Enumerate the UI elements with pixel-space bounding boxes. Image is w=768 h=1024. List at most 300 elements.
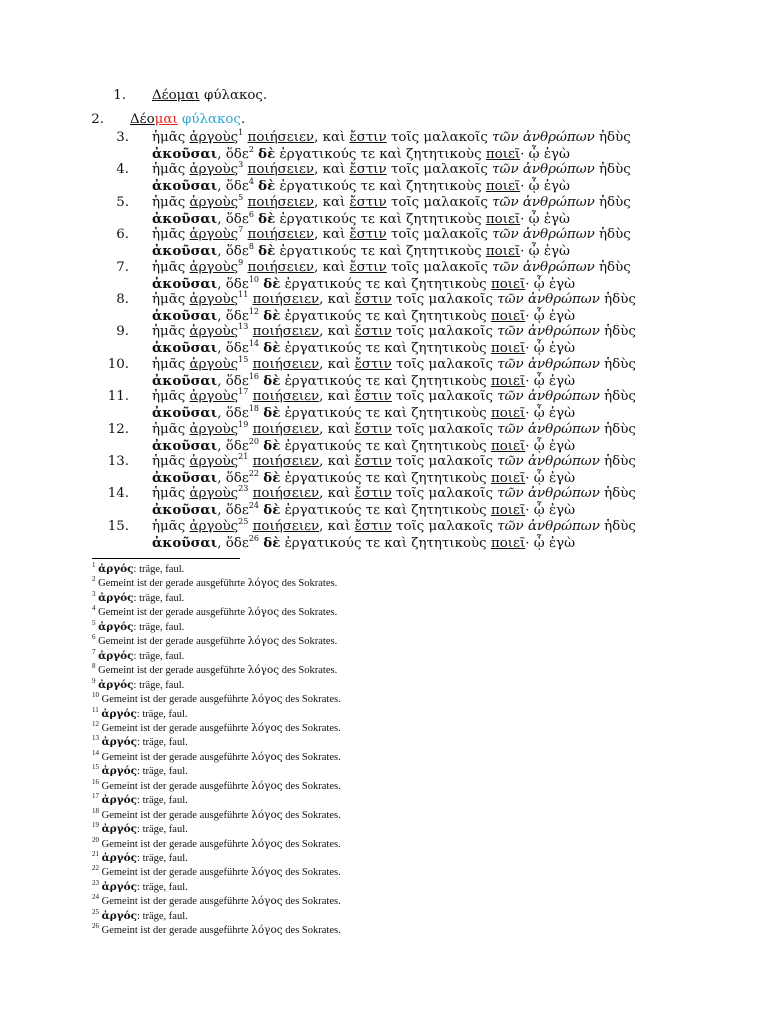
- footnote-greek: λόγος: [247, 606, 280, 618]
- list-item-line-1: [152, 127, 631, 146]
- bold-word: δὲ: [263, 373, 281, 389]
- bold-word: δὲ: [263, 502, 281, 518]
- footnote: [92, 822, 188, 837]
- word: ἐργατικούς τε καὶ ζητητικοὺς: [279, 244, 482, 259]
- underlined-word: ποιήσειεν: [252, 422, 320, 437]
- underlined-word: ποιήσειεν: [247, 162, 315, 177]
- footnote-number: 11: [92, 705, 99, 714]
- footnote: [92, 735, 188, 750]
- footnote-greek: λόγος: [251, 751, 283, 763]
- list-number: 10.: [107, 357, 129, 372]
- list-item-line-1: [152, 354, 636, 373]
- word: ἡμᾶς: [152, 227, 186, 242]
- italic-phrase: τῶν ἀνθρώπων: [492, 162, 595, 177]
- footnote-text: : träge, faul.: [137, 737, 188, 748]
- period: .: [240, 112, 246, 127]
- footnote-number: 24: [92, 892, 99, 901]
- footnote-ref[interactable]: 16: [248, 371, 259, 381]
- bold-word: δὲ: [258, 178, 276, 194]
- footnote-term: ἀργός: [101, 910, 138, 922]
- word: ἐργατικούς τε καὶ ζητητικοὺς: [284, 471, 487, 486]
- footnote-number: 18: [92, 806, 99, 815]
- underlined-word: ποιήσειεν: [252, 519, 320, 534]
- bold-word: ἀκοῦσαι: [152, 243, 218, 259]
- word: , καὶ: [319, 357, 351, 372]
- bold-word: δὲ: [263, 340, 281, 356]
- word: , καὶ: [319, 454, 351, 469]
- underlined-word: ποιεῖ: [490, 309, 526, 324]
- word: τοῖς μαλακοῖς: [396, 324, 493, 339]
- footnote-text: des Sokrates.: [285, 752, 341, 763]
- list-number: 3.: [116, 130, 129, 145]
- word: , ὅδε: [217, 406, 249, 421]
- list-item-line-1: [152, 483, 636, 502]
- footnote-text: : träge, faul.: [133, 622, 185, 633]
- underlined-word: ποιεῖ: [490, 406, 526, 421]
- list-number: 9.: [116, 324, 129, 339]
- footnote-text: des Sokrates.: [285, 896, 341, 907]
- word: ἡμᾶς: [152, 162, 186, 177]
- word: τοῖς μαλακοῖς: [390, 195, 488, 210]
- footnote-term: ἀργός: [98, 650, 134, 662]
- underlined-word: ποιήσειεν: [247, 227, 315, 242]
- word: , καὶ: [319, 324, 351, 339]
- word: , ὅδε: [217, 439, 249, 454]
- list-item-line-2: [152, 178, 570, 195]
- list-number: 13.: [107, 454, 129, 469]
- underlined-word: ποιεῖ: [490, 374, 526, 389]
- footnote-text: des Sokrates.: [285, 810, 341, 821]
- footnote-text: : träge, faul.: [137, 766, 188, 777]
- underlined-word: ἔστιν: [354, 357, 392, 372]
- list-item-line-1: [152, 257, 631, 276]
- list-item-line-1: [152, 289, 636, 308]
- footnote-number: 10: [92, 690, 99, 699]
- underlined-word: ποιήσειεν: [252, 454, 320, 469]
- underlined-word: ἔστιν: [349, 195, 387, 210]
- footnote-ref[interactable]: 26: [248, 533, 259, 543]
- italic-phrase: τῶν ἀνθρώπων: [497, 389, 600, 404]
- footnote-term: ἀργός: [101, 708, 137, 720]
- footnote-ref[interactable]: 7: [238, 224, 244, 234]
- word: , ὅδε: [217, 374, 249, 389]
- word: ἐργατικούς τε καὶ ζητητικοὺς: [284, 406, 487, 421]
- word: · ᾧ ἐγὼ: [525, 309, 576, 324]
- list-item-line-1: [152, 386, 636, 405]
- footnote-ref[interactable]: 20: [248, 436, 259, 446]
- word: , καὶ: [319, 422, 351, 437]
- footnote-ref[interactable]: 23: [238, 483, 249, 493]
- footnote-number: 6: [92, 632, 96, 641]
- list-number-2: 2.: [91, 112, 104, 127]
- word: ἡμᾶς: [152, 324, 186, 339]
- word: , ὅδε: [217, 309, 249, 324]
- word: · ᾧ ἐγὼ: [525, 503, 576, 518]
- bold-word: δὲ: [263, 535, 281, 551]
- list-item-line-2: [152, 502, 575, 519]
- footnote-number: 4: [92, 603, 96, 612]
- list-number: 15.: [107, 519, 129, 534]
- word: ἐργατικούς τε καὶ ζητητικοὺς: [284, 536, 487, 551]
- footnote-ref[interactable]: 13: [238, 321, 249, 331]
- footnote-number: 20: [92, 835, 99, 844]
- word: τοῖς μαλακοῖς: [390, 260, 488, 275]
- word: ἡμᾶς: [152, 454, 186, 469]
- footnote-ref[interactable]: 14: [248, 338, 259, 348]
- word: ἡδὺς: [604, 519, 636, 534]
- footnote: [92, 894, 341, 909]
- footnote-number: 16: [92, 777, 99, 786]
- footnote-greek: λόγος: [251, 924, 283, 936]
- footnote-ref[interactable]: 19: [238, 419, 249, 429]
- list-item-line-2: [152, 211, 570, 228]
- word: τοῖς μαλακοῖς: [396, 389, 493, 404]
- footnote-text: Gemeint ist der gerade ausgeführte: [101, 867, 249, 878]
- footnote: [92, 576, 337, 591]
- word: τοῖς μαλακοῖς: [390, 162, 488, 177]
- word: ἡμᾶς: [152, 195, 186, 210]
- word: ἡμᾶς: [152, 292, 186, 307]
- footnote-number: 2: [92, 574, 96, 583]
- italic-phrase: τῶν ἀνθρώπων: [492, 130, 595, 145]
- list-item-line-1: [152, 451, 636, 470]
- list-item-line-2: [152, 405, 575, 422]
- underlined-word: ἔστιν: [354, 389, 392, 404]
- footnote-ref[interactable]: 10: [248, 274, 259, 284]
- list-number: 5.: [116, 195, 129, 210]
- word: ἐργατικούς τε καὶ ζητητικοὺς: [284, 439, 487, 454]
- footnote-text: : träge, faul.: [133, 680, 185, 691]
- list-item-line-1: [152, 192, 631, 211]
- word: , καὶ: [314, 162, 346, 177]
- list-item-line-2: [152, 340, 575, 357]
- footnote-ref[interactable]: 5: [238, 192, 244, 202]
- underlined-word: ποιήσειεν: [252, 357, 320, 372]
- word: ἐργατικούς τε καὶ ζητητικοὺς: [284, 374, 487, 389]
- footnote-number: 22: [92, 863, 99, 872]
- footnote-ref[interactable]: 9: [238, 257, 244, 267]
- underlined-word: ποιεῖ: [490, 277, 526, 292]
- word-part: Δέο: [130, 112, 155, 127]
- list-item-line-2: [152, 308, 575, 325]
- list-item-1: [152, 88, 267, 104]
- footnote-text: Gemeint ist der gerade ausgeführte: [101, 781, 249, 792]
- italic-phrase: τῶν ἀνθρώπων: [497, 357, 600, 372]
- word: ἡδὺς: [604, 454, 636, 469]
- underlined-word: ἀργοὺς: [189, 195, 239, 210]
- bold-word: δὲ: [263, 405, 281, 421]
- word: ἐργατικούς τε καὶ ζητητικοὺς: [284, 309, 487, 324]
- footnote-text: : träge, faul.: [133, 564, 185, 575]
- footnote-text: des Sokrates.: [285, 781, 341, 792]
- word: ἐργατικούς τε καὶ ζητητικοὺς: [284, 277, 487, 292]
- footnote-number: 13: [92, 733, 99, 742]
- footnote-number: 25: [92, 907, 99, 916]
- footnote-text: des Sokrates.: [281, 665, 338, 676]
- underlined-word: ποιήσειεν: [252, 324, 320, 339]
- footnote-greek: λόγος: [251, 866, 283, 878]
- footnote-term: ἀργός: [101, 881, 138, 893]
- word: · ᾧ ἐγὼ: [525, 536, 576, 551]
- underlined-word: ποιεῖ: [485, 179, 521, 194]
- word: · ᾧ ἐγὼ: [525, 439, 576, 454]
- footnote-term: ἀργός: [101, 823, 138, 835]
- italic-phrase: τῶν ἀνθρώπων: [497, 292, 600, 307]
- list-number-1: 1.: [113, 88, 126, 103]
- underlined-word: ἔστιν: [354, 324, 392, 339]
- word: τοῖς μαλακοῖς: [396, 454, 493, 469]
- word: , ὅδε: [217, 536, 249, 551]
- word: · ᾧ ἐγὼ: [525, 406, 576, 421]
- list-item-line-2: [152, 146, 570, 163]
- word: ἡμᾶς: [152, 519, 186, 534]
- word: ἐργατικούς τε καὶ ζητητικοὺς: [284, 341, 487, 356]
- footnote-text: Gemeint ist der gerade ausgeführte: [98, 607, 246, 618]
- list-number: 12.: [107, 422, 129, 437]
- word: ἡμᾶς: [152, 389, 186, 404]
- underlined-word: ἔστιν: [349, 227, 387, 242]
- italic-phrase: τῶν ἀνθρώπων: [497, 422, 600, 437]
- footnote-ref[interactable]: 4: [248, 176, 254, 186]
- footnote-greek: λόγος: [251, 809, 283, 821]
- word: ἐργατικούς τε καὶ ζητητικοὺς: [279, 212, 482, 227]
- italic-phrase: τῶν ἀνθρώπων: [497, 486, 600, 501]
- footnote-ref[interactable]: 17: [238, 386, 249, 396]
- footnote-term: ἀργός: [98, 621, 134, 633]
- underlined-word: ἀργοὺς: [189, 357, 239, 372]
- footnote-number: 9: [92, 676, 96, 685]
- footnote-text: des Sokrates.: [281, 636, 338, 647]
- underlined-word: ποιήσειεν: [247, 260, 315, 275]
- footnote-number: 5: [92, 618, 96, 627]
- underlined-word: ποιήσειεν: [247, 195, 315, 210]
- italic-phrase: τῶν ἀνθρώπων: [497, 454, 600, 469]
- word: ἐργατικούς τε καὶ ζητητικοὺς: [284, 503, 487, 518]
- underlined-word: ἀργοὺς: [189, 260, 239, 275]
- word: τοῖς μαλακοῖς: [396, 357, 493, 372]
- word: · ᾧ ἐγὼ: [525, 341, 576, 356]
- footnote: [92, 605, 337, 620]
- footnote-ref[interactable]: 11: [238, 289, 249, 299]
- footnote: [92, 764, 188, 779]
- footnote-number: 21: [92, 849, 99, 858]
- word-blue: φύλακος: [181, 112, 241, 127]
- word-part-red: μαι: [154, 112, 178, 127]
- footnote-text: des Sokrates.: [285, 839, 341, 850]
- underlined-word: ποιεῖ: [485, 212, 521, 227]
- bold-word: δὲ: [258, 211, 276, 227]
- underlined-word: ποιεῖ: [490, 536, 526, 551]
- word: ἡμᾶς: [152, 357, 186, 372]
- list-number: 11.: [107, 389, 129, 404]
- word: τοῖς μαλακοῖς: [396, 519, 493, 534]
- word: ἡμᾶς: [152, 130, 186, 145]
- word: ἐργατικούς τε καὶ ζητητικοὺς: [279, 179, 482, 194]
- italic-phrase: τῶν ἀνθρώπων: [497, 519, 600, 534]
- underlined-word: ποιήσειεν: [247, 130, 315, 145]
- footnote-ref[interactable]: 25: [238, 516, 249, 526]
- footnote-ref[interactable]: 24: [248, 500, 259, 510]
- word: , ὅδε: [217, 341, 249, 356]
- underlined-word: ἔστιν: [349, 130, 387, 145]
- footnote-text: des Sokrates.: [285, 867, 341, 878]
- footnote-ref[interactable]: 21: [238, 451, 249, 461]
- underlined-word: ἔστιν: [354, 454, 392, 469]
- underlined-word: ἀργοὺς: [189, 292, 239, 307]
- footnote-text: : träge, faul.: [133, 593, 185, 604]
- footnote: [92, 634, 337, 649]
- footnote: [92, 793, 188, 808]
- footnote-ref[interactable]: 3: [238, 159, 244, 169]
- underlined-word: ποιεῖ: [490, 439, 526, 454]
- list-number: 4.: [116, 162, 129, 177]
- footnote-text: Gemeint ist der gerade ausgeführte: [98, 578, 246, 589]
- word: · ᾧ ἐγὼ: [525, 471, 576, 486]
- footnote-greek: λόγος: [247, 664, 280, 676]
- underlined-word: ἔστιν: [354, 519, 392, 534]
- footnote-greek: λόγος: [247, 577, 280, 589]
- footnote-text: Gemeint ist der gerade ausgeführte: [101, 839, 249, 850]
- word: , καὶ: [319, 519, 351, 534]
- list-number: 7.: [116, 260, 129, 275]
- underlined-word: ποιήσειεν: [252, 486, 320, 501]
- word: ἡδὺς: [604, 292, 636, 307]
- footnote-number: 19: [92, 820, 99, 829]
- list-item-line-1: [152, 224, 631, 243]
- bold-word: ἀκοῦσαι: [152, 211, 218, 227]
- bold-word: ἀκοῦσαι: [152, 405, 218, 421]
- underlined-word: ἔστιν: [354, 486, 392, 501]
- footnote-number: 14: [92, 748, 99, 757]
- footnote-text: : träge, faul.: [137, 853, 188, 864]
- underlined-word: ποιήσειεν: [252, 292, 320, 307]
- footnote-term: ἀργός: [101, 794, 138, 806]
- footnote-text: Gemeint ist der gerade ausgeführte: [101, 810, 249, 821]
- underlined-word: ἀργοὺς: [189, 324, 239, 339]
- list-item-line-2: [152, 276, 575, 293]
- list-item-line-1: [152, 321, 636, 340]
- word: ἡμᾶς: [152, 422, 186, 437]
- footnote-greek: λόγος: [251, 722, 283, 734]
- footnote-ref[interactable]: 2: [248, 144, 254, 154]
- footnote-ref[interactable]: 18: [248, 403, 259, 413]
- underlined-word: ἔστιν: [349, 260, 387, 275]
- bold-word: ἀκοῦσαι: [152, 308, 218, 324]
- footnote-ref[interactable]: 6: [248, 209, 254, 219]
- footnote-greek: λόγος: [251, 895, 283, 907]
- list-item-line-1: [152, 159, 631, 178]
- word: ἡδὺς: [604, 357, 636, 372]
- word: · ᾧ ἐγὼ: [520, 244, 570, 259]
- word: τοῖς μαλακοῖς: [390, 227, 488, 242]
- word: · ᾧ ἐγὼ: [525, 374, 576, 389]
- word: τοῖς μαλακοῖς: [396, 486, 493, 501]
- underlined-word: ἔστιν: [349, 162, 387, 177]
- bold-word: ἀκοῦσαι: [152, 502, 218, 518]
- footnote-text: Gemeint ist der gerade ausgeführte: [101, 723, 249, 734]
- bold-word: ἀκοῦσαι: [152, 146, 218, 162]
- bold-word: ἀκοῦσαι: [152, 178, 218, 194]
- word: , καὶ: [314, 260, 346, 275]
- bold-word: δὲ: [263, 438, 281, 454]
- list-item-line-2: [152, 470, 575, 487]
- footnote-text: des Sokrates.: [281, 578, 338, 589]
- list-item-line-1: [152, 516, 636, 535]
- italic-phrase: τῶν ἀνθρώπων: [492, 260, 595, 275]
- footnote-text: des Sokrates.: [285, 723, 341, 734]
- word: ἡδὺς: [599, 130, 631, 145]
- word: ἡδὺς: [604, 422, 636, 437]
- footnote-number: 8: [92, 661, 96, 670]
- footnote-number: 26: [92, 921, 99, 930]
- bold-word: δὲ: [263, 470, 281, 486]
- footnote-ref[interactable]: 8: [248, 241, 254, 251]
- word: ἡμᾶς: [152, 486, 186, 501]
- word: , ὅδε: [217, 179, 249, 194]
- word: ἡμᾶς: [152, 260, 186, 275]
- word: τοῖς μαλακοῖς: [396, 292, 493, 307]
- footnote-text: des Sokrates.: [285, 925, 341, 936]
- footnote-text: : träge, faul.: [136, 709, 188, 720]
- footnote-text: Gemeint ist der gerade ausgeführte: [101, 694, 249, 705]
- word: , ὅδε: [217, 277, 249, 292]
- bold-word: δὲ: [263, 276, 281, 292]
- footnote-text: : träge, faul.: [133, 651, 185, 662]
- footnote-text: : träge, faul.: [137, 824, 188, 835]
- bold-word: δὲ: [263, 308, 281, 324]
- bold-word: δὲ: [258, 243, 276, 259]
- underlined-word: ἀργοὺς: [189, 389, 239, 404]
- bold-word: ἀκοῦσαι: [152, 438, 218, 454]
- word: ἡδὺς: [599, 260, 631, 275]
- bold-word: ἀκοῦσαι: [152, 276, 218, 292]
- word: · ᾧ ἐγὼ: [520, 147, 570, 162]
- list-number: 8.: [116, 292, 129, 307]
- footnote-ref[interactable]: 22: [248, 468, 259, 478]
- italic-phrase: τῶν ἀνθρώπων: [497, 324, 600, 339]
- footnote-number: 7: [92, 647, 96, 656]
- word: ἐργατικούς τε καὶ ζητητικοὺς: [279, 147, 482, 162]
- word: τοῖς μαλακοῖς: [390, 130, 488, 145]
- bold-word: ἀκοῦσαι: [152, 340, 218, 356]
- footnote-greek: λόγος: [247, 635, 280, 647]
- word: , ὅδε: [217, 212, 249, 227]
- footnote-ref[interactable]: 12: [248, 306, 259, 316]
- footnote-text: : träge, faul.: [137, 911, 188, 922]
- word: ἡδὺς: [604, 486, 636, 501]
- word: , ὅδε: [217, 244, 249, 259]
- underlined-word: ἔστιν: [354, 292, 392, 307]
- footnote-separator: [92, 558, 240, 559]
- bold-word: ἀκοῦσαι: [152, 470, 218, 486]
- underlined-word: ἀργοὺς: [189, 422, 239, 437]
- italic-phrase: τῶν ἀνθρώπων: [492, 227, 595, 242]
- footnote-ref[interactable]: 1: [238, 127, 244, 137]
- footnote-term: ἀργός: [101, 736, 138, 748]
- underlined-word: ποιεῖ: [485, 244, 521, 259]
- footnote-text: Gemeint ist der gerade ausgeführte: [98, 636, 246, 647]
- word: , ὅδε: [217, 503, 249, 518]
- underlined-word: ποιεῖ: [490, 341, 526, 356]
- word: , καὶ: [314, 195, 346, 210]
- word: , ὅδε: [217, 471, 249, 486]
- footnote-number: 15: [92, 762, 99, 771]
- footnote-ref[interactable]: 15: [238, 354, 249, 364]
- word: ἡδὺς: [604, 389, 636, 404]
- underlined-word: Δέομαι: [152, 88, 200, 103]
- list-item-line-2: [152, 438, 575, 455]
- footnote: [92, 692, 341, 707]
